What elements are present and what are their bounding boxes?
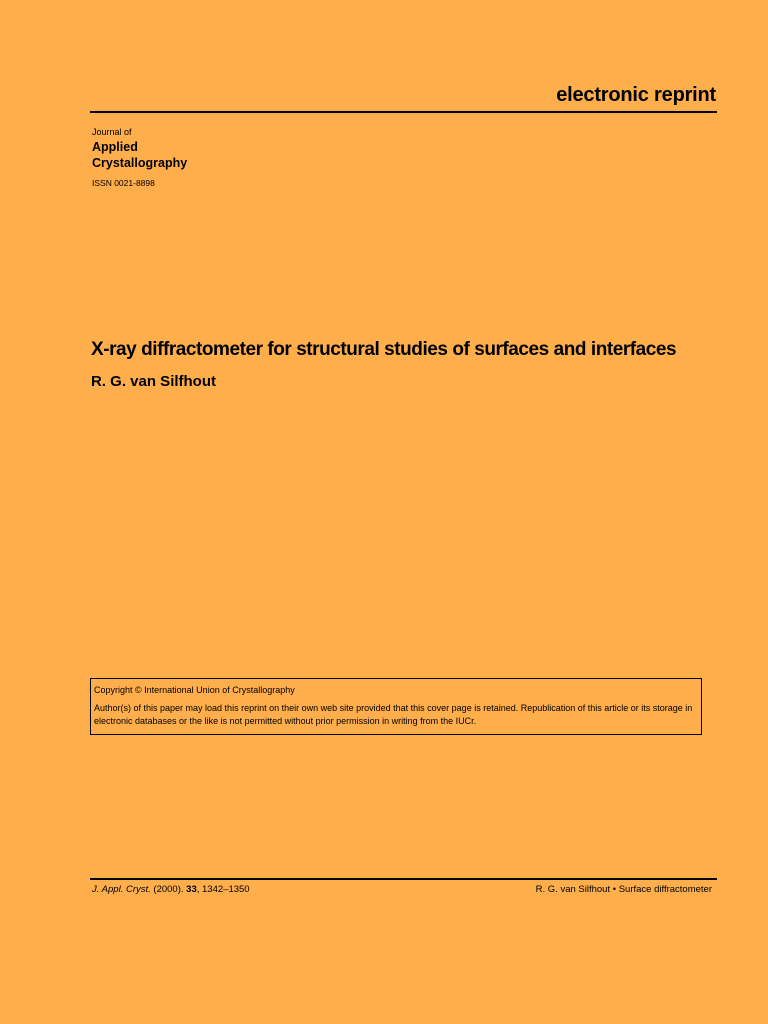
journal-name-line1: Applied [92, 140, 138, 154]
footer-rule [90, 878, 717, 880]
citation-pages: , 1342–1350 [196, 884, 250, 895]
journal-name-line2: Crystallography [92, 156, 188, 170]
running-footer: R. G. van Silfhout • Surface diffractometer [535, 884, 712, 895]
journal-prefix: Journal of [92, 127, 132, 137]
citation [92, 884, 250, 895]
issn: ISSN 0021-8898 [92, 178, 155, 188]
header-rule [90, 111, 717, 113]
article-title: X-ray diffractometer for structural studies of surfaces and interfaces [91, 339, 677, 360]
citation-volume: 33 [186, 884, 197, 895]
copyright-notice: Copyright © International Union of Crystallography [94, 685, 295, 695]
citation-journal: J. Appl. Cryst. [92, 884, 151, 895]
copyright-box [90, 678, 702, 735]
reprint-permission-text: Author(s) of this paper may load this reprint on their own web site provided that this cover page is retained. Republication of this article or its storage in electronic databases or the like is not permitted without prior permission in writing from the IUCr. [94, 703, 693, 726]
journal-name [92, 139, 187, 171]
reprint-label: electronic reprint [556, 84, 716, 106]
citation-year: (2000). [153, 884, 184, 895]
article-author: R. G. van Silfhout [91, 373, 217, 390]
